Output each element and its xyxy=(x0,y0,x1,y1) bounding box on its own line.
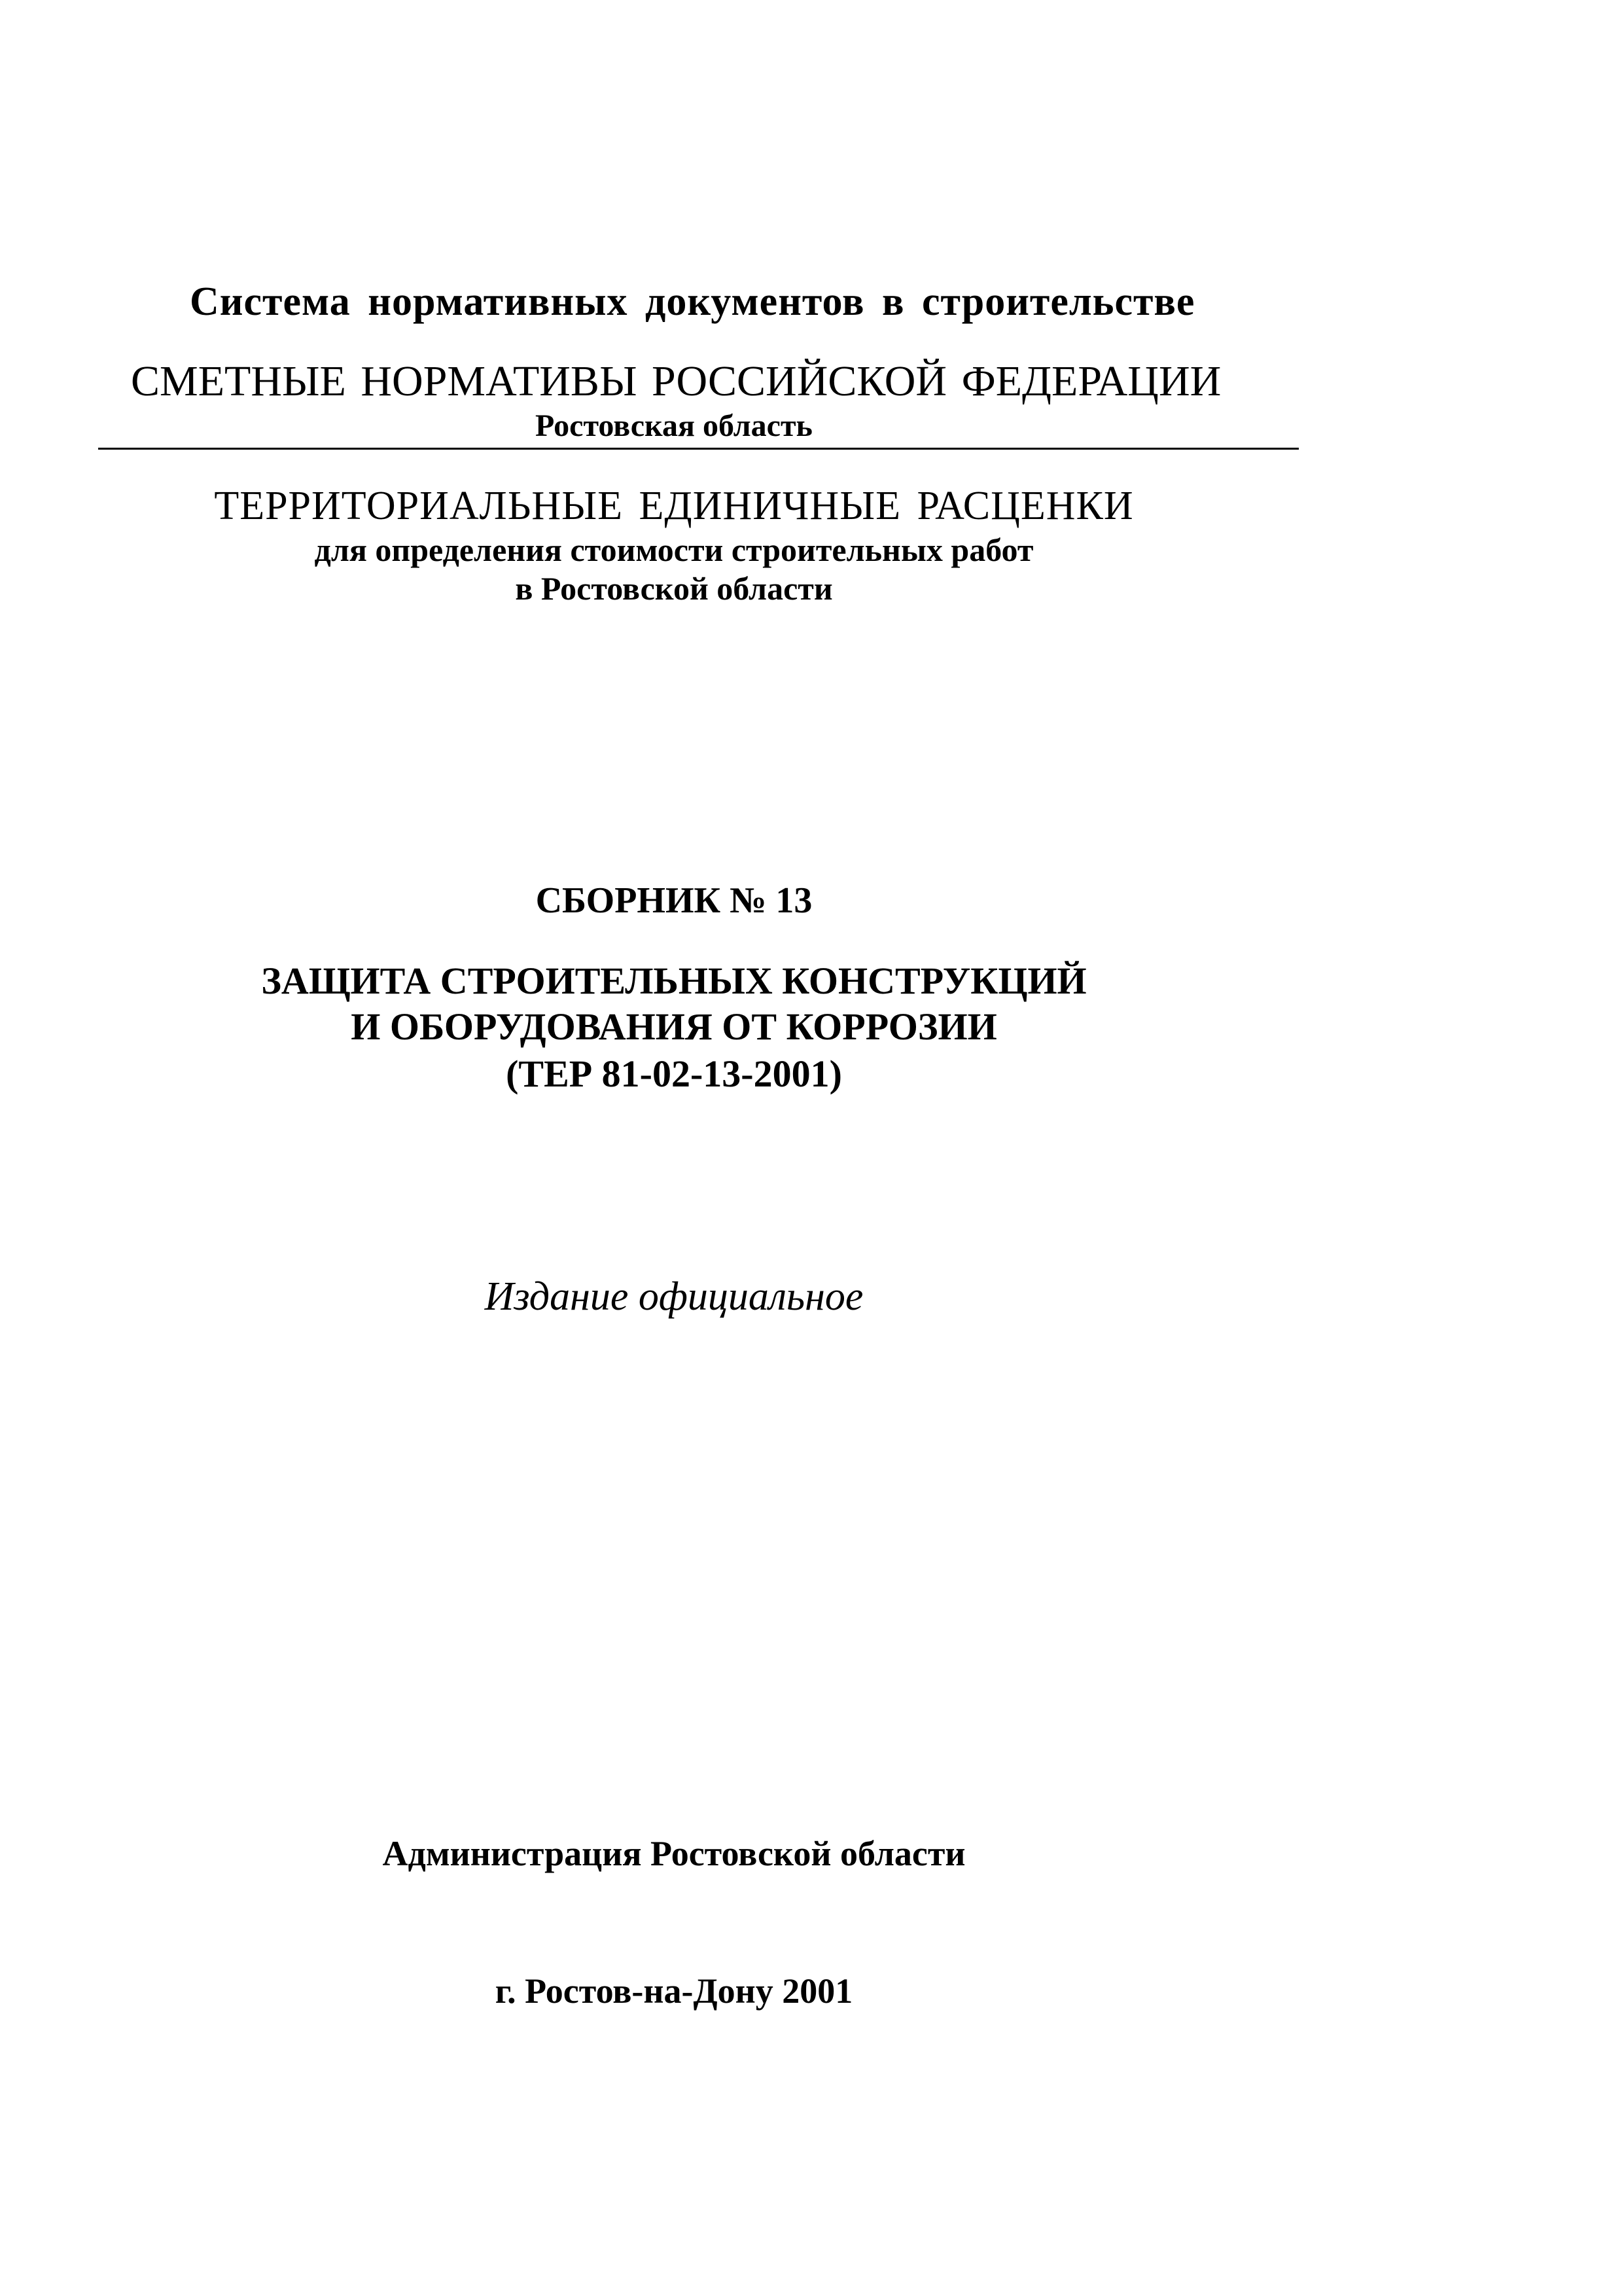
collection-number: СБОРНИК № 13 xyxy=(535,880,813,921)
header-divider xyxy=(98,448,1299,450)
document-subtitle-line1: для определения стоимости строительных работ xyxy=(314,531,1034,568)
region-label: Ростовская область xyxy=(535,408,813,443)
collection-topic-line2: И ОБОРУДОВАНИЯ ОТ КОРРОЗИИ xyxy=(351,1005,997,1048)
document-code: (ТЕР 81-02-13-2001) xyxy=(506,1052,842,1095)
collection-topic-line1: ЗАЩИТА СТРОИТЕЛЬНЫХ КОНСТРУКЦИЙ xyxy=(261,960,1087,1002)
publisher-name: Администрация Ростовской области xyxy=(382,1834,966,1873)
system-of-documents-heading: Система нормативных документов в строительстве xyxy=(190,279,1195,324)
edition-label: Издание официальное xyxy=(484,1274,864,1319)
estimate-norms-heading: СМЕТНЫЕ НОРМАТИВЫ РОССИЙСКОЙ ФЕДЕРАЦИИ xyxy=(131,357,1222,405)
document-subtitle-line2: в Ростовской области xyxy=(515,570,833,607)
document-title: ТЕРРИТОРИАЛЬНЫЕ ЕДИНИЧНЫЕ РАСЦЕНКИ xyxy=(214,484,1134,528)
publication-city-year: г. Ростов-на-Дону 2001 xyxy=(495,1971,853,2011)
